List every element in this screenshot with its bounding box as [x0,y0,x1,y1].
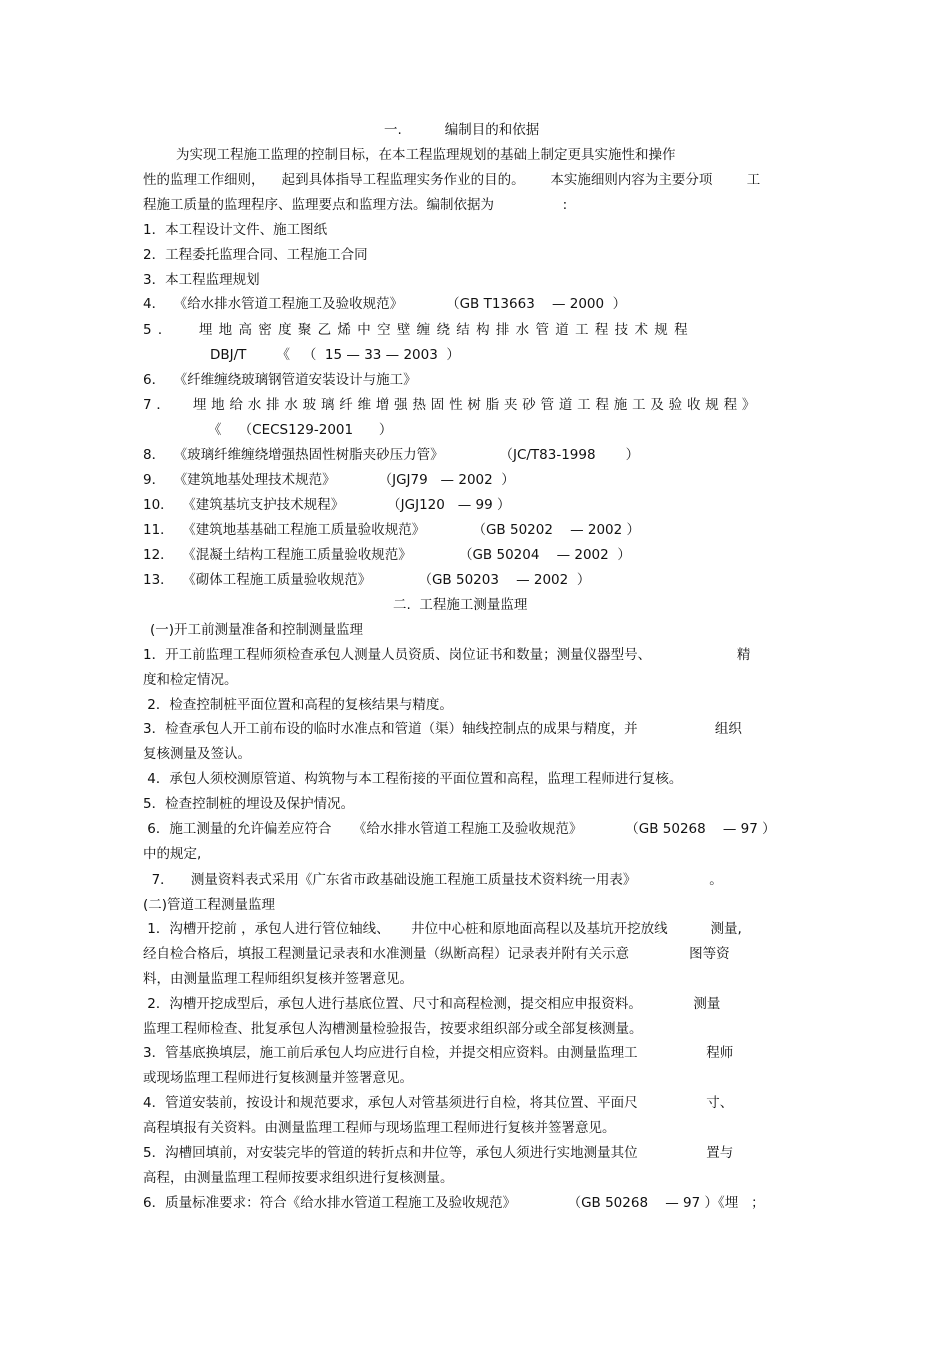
sub2-line-10: 5．沟槽回填前，对安装完毕的管道的转折点和井位等，承包人须进行实地测量其位 置与 [143,1145,734,1161]
sub1-line-6: 4．承包人须校测原管道、构筑物与本工程衔接的平面位置和高程，监理工程师进行复核。 [143,771,683,787]
sub2-line-4: 2．沟槽开挖成型后，承包人进行基底位置、尺寸和高程检测，提交相应申报资料。 测量 [143,996,721,1012]
basis-item-11: 11． 《建筑地基基础工程施工质量验收规范》 （GB 50202 — 2002 ） [143,522,641,538]
subsection-1-title: (一)开工前测量准备和控制测量监理 [150,622,364,638]
intro-line-2: 性的监理工作细则， 起到具体指导工程监理实务作业的目的。 本实施细则内容为主要分项 工 [143,172,761,188]
sub2-line-8: 4．管道安装前，按设计和规范要求，承包人对管基须进行自检，将其位置、平面尺 寸、 [143,1095,734,1111]
sub2-line-11: 高程，由测量监理工程师按要求组织进行复核测量。 [143,1170,454,1186]
basis-item-5: 5． 埋地高密度聚乙烯中空壁缠绕结构排水管道工程技术规程 [143,322,694,338]
sub1-line-10: 7． 测量资料表式采用《广东省市政基础设施工程施工质量技术资料统一用表》 。 [143,872,723,888]
section-2-heading: 二. 工程施工测量监理 [393,597,528,613]
sub2-line-6: 3．管基底换填层，施工前后承包人均应进行自检，并提交相应资料。由测量监理工 程师 [143,1045,734,1061]
basis-item-1: 1．本工程设计文件、施工图纸 [143,222,328,238]
sub1-line-2: 度和检定情况。 [143,672,238,688]
sub2-line-3: 料，由测量监理工程师组织复核并签署意见。 [143,971,413,987]
basis-item-10: 10． 《建筑基坑支护技术规程》 （JGJ120 — 99 ） [143,497,511,513]
sub1-line-9: 中的规定, [143,846,202,862]
basis-item-4: 4． 《给水排水管道工程施工及验收规范》 （GB T13663 — 2000 ） [143,296,627,312]
basis-item-12: 12． 《混凝土结构工程施工质量验收规范》 （GB 50204 — 2002 ） [143,547,631,563]
basis-item-2: 2．工程委托监理合同、工程施工合同 [143,247,368,263]
sub2-line-5: 监理工程师检查、批复承包人沟槽测量检验报告，按要求组织部分或全部复核测量。 [143,1021,643,1037]
basis-item-7-code: 《 （CECS129-2001 ） [208,422,393,438]
sub1-line-5: 复核测量及签认。 [143,746,251,762]
section-1-heading: 一. 编制目的和依据 [384,122,540,138]
basis-item-7: 7． 埋地给水排水玻璃纤维增强热固性树脂夹砂管道工程施工及验收规程》 [143,397,761,413]
sub2-line-1: 1．沟槽开挖前 ，承包人进行管位轴线、 井位中心桩和原地面高程以及基坑开挖放线 测量, [143,921,742,937]
basis-item-13: 13． 《砌体工程施工质量验收规范》 （GB 50203 — 2002 ） [143,572,591,588]
sub1-line-1: 1．开工前监理工程师须检查承包人测量人员资质、岗位证书和数量；测量仪器型号、 精 [143,647,751,663]
sub1-line-4: 3．检查承包人开工前布设的临时水准点和管道（渠）轴线控制点的成果与精度，并 组织 [143,721,742,737]
basis-item-9: 9． 《建筑地基处理技术规范》 （JGJ79 — 2002 ） [143,472,515,488]
subsection-2-title: (二)管道工程测量监理 [143,897,276,913]
sub1-line-3: 2．检查控制桩平面位置和高程的复核结果与精度。 [143,697,453,713]
intro-line-3: 程施工质量的监理程序、监理要点和监理方法。编制依据为 : [143,197,568,213]
sub1-line-7: 5．检查控制桩的埋设及保护情况。 [143,796,355,812]
basis-item-6: 6． 《纤维缠绕玻璃钢管道安装设计与施工》 [143,372,417,388]
sub2-line-7: 或现场监理工程师进行复核测量并签署意见。 [143,1070,413,1086]
sub1-line-8: 6．施工测量的允许偏差应符合 《给水排水管道工程施工及验收规范》 （GB 50268 — 97 ） [143,821,776,837]
basis-item-5-code: DBJ/T 《 （ 15 — 33 — 2003 ） [210,347,460,363]
basis-item-3: 3．本工程监理规划 [143,272,260,288]
basis-item-8: 8． 《玻璃纤维缠绕增强热固性树脂夹砂压力管》 （JC/T83-1998 ） [143,447,640,463]
sub2-line-12: 6．质量标准要求：符合《给水排水管道工程施工及验收规范》 （GB 50268 — 97 ）《埋 ； [143,1195,765,1211]
sub2-line-2: 经自检合格后，填报工程测量记录表和水准测量（纵断高程）记录表并附有关示意 图等资 [143,946,730,962]
sub2-line-9: 高程填报有关资料。由测量监理工程师与现场监理工程师进行复核并签署意见。 [143,1120,616,1136]
intro-line-1: 为实现工程施工监理的控制目标，在本工程监理规划的基础上制定更具实施性和操作 [176,147,676,163]
